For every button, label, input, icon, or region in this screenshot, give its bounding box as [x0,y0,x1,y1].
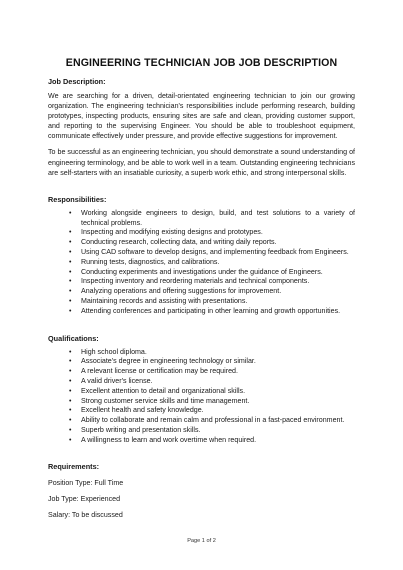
list-item: • Strong customer service skills and time management. [69,396,250,405]
list-item: • A willingness to learn and work overtime when required. [69,435,257,444]
bullet-icon: • [69,387,72,395]
job-description-paragraph-1: We are searching for a driven, detail-orientated engineering technician to join our growing organization. The engineering technician's responsibilities include performing research, building prototypes, inspecting products, ensuring sites are safe and clean, providing customer support, and reporting to the supervising Engineer. You should be able to troubleshoot equipment, communicate effectively under pressure, and provide effective suggestions for improvement. [48,92,355,141]
document-title: ENGINEERING TECHNICIAN JOB JOB DESCRIPTION [65,57,338,69]
list-item: • A relevant license or certification may be required. [69,367,238,376]
bullet-icon: • [69,426,72,434]
list-item: • Analyzing operations and offering suggestions for improvement. [69,287,282,296]
list-item: • Superb writing and presentation skills. [69,425,201,434]
list-item: • A valid driver's license. [69,376,153,385]
bullet-icon: • [69,348,72,356]
job-description-paragraph-2: To be successful as an engineering technician, you should demonstrate a sound understanding of engineering terminology, and be able to work well in a team. Outstanding engineering technicians are self-starters with an insatiable curiosity, a superb work ethic, and strong interpersonal skills. [48,148,355,177]
bullet-icon: • [69,297,72,305]
list-item: • Attending conferences and participating in other learning and growth opportunities. [69,306,341,315]
qualifications-heading: Qualifications: [48,333,99,343]
bullet-icon: • [69,307,72,315]
job-type: Job Type: Experienced [48,495,121,504]
list-item: • Excellent attention to detail and organizational skills. [69,386,246,395]
bullet-icon: • [69,397,72,405]
list-item: • Inspecting inventory and reordering materials and technical components. [69,277,310,286]
list-item: • Conducting experiments and investigations under the guidance of Engineers. [69,267,323,276]
salary: Salary: To be discussed [48,511,123,520]
bullet-icon: • [69,258,72,266]
qualifications-list [48,348,355,446]
list-item: • Conducting research, collecting data, and writing daily reports. [69,238,277,247]
list-item: • Using CAD software to develop designs, and implementing feedback from Engineers. [69,247,349,256]
bullet-icon: • [69,248,72,256]
bullet-icon: • [69,407,72,415]
responsibilities-list [48,209,355,317]
bullet-icon: • [69,229,72,237]
bullet-icon: • [69,436,72,444]
bullet-icon: • [69,377,72,385]
bullet-icon: • [69,417,72,425]
list-item: • Ability to collaborate and remain calm and professional in a fast-paced environment. [69,416,345,425]
list-item: • Working alongside engineers to design, build, and test solutions to a variety of technical problems. [69,208,355,227]
requirements-heading: Requirements: [48,462,100,472]
responsibilities-heading: Responsibilities: [48,194,107,204]
position-type: Position Type: Full Time [48,479,124,488]
list-item: • Running tests, diagnostics, and calibrations. [69,257,220,266]
list-item: • Maintaining records and assisting with presentations. [69,296,248,305]
page-number: Page 1 of 2 [187,538,216,544]
bullet-icon: • [69,358,72,366]
bullet-icon: • [69,268,72,276]
bullet-icon: • [69,239,72,247]
bullet-icon: • [69,288,72,296]
bullet-icon: • [69,209,72,217]
list-item: • Associate's degree in engineering technology or similar. [69,357,256,366]
list-item: • High school diploma. [69,347,147,356]
job-description-heading: Job Description: [48,77,106,86]
list-item: • Excellent health and safety knowledge. [69,406,204,415]
list-item: • Inspecting and modifying existing designs and prototypes. [69,228,263,237]
bullet-icon: • [69,278,72,286]
bullet-icon: • [69,368,72,376]
